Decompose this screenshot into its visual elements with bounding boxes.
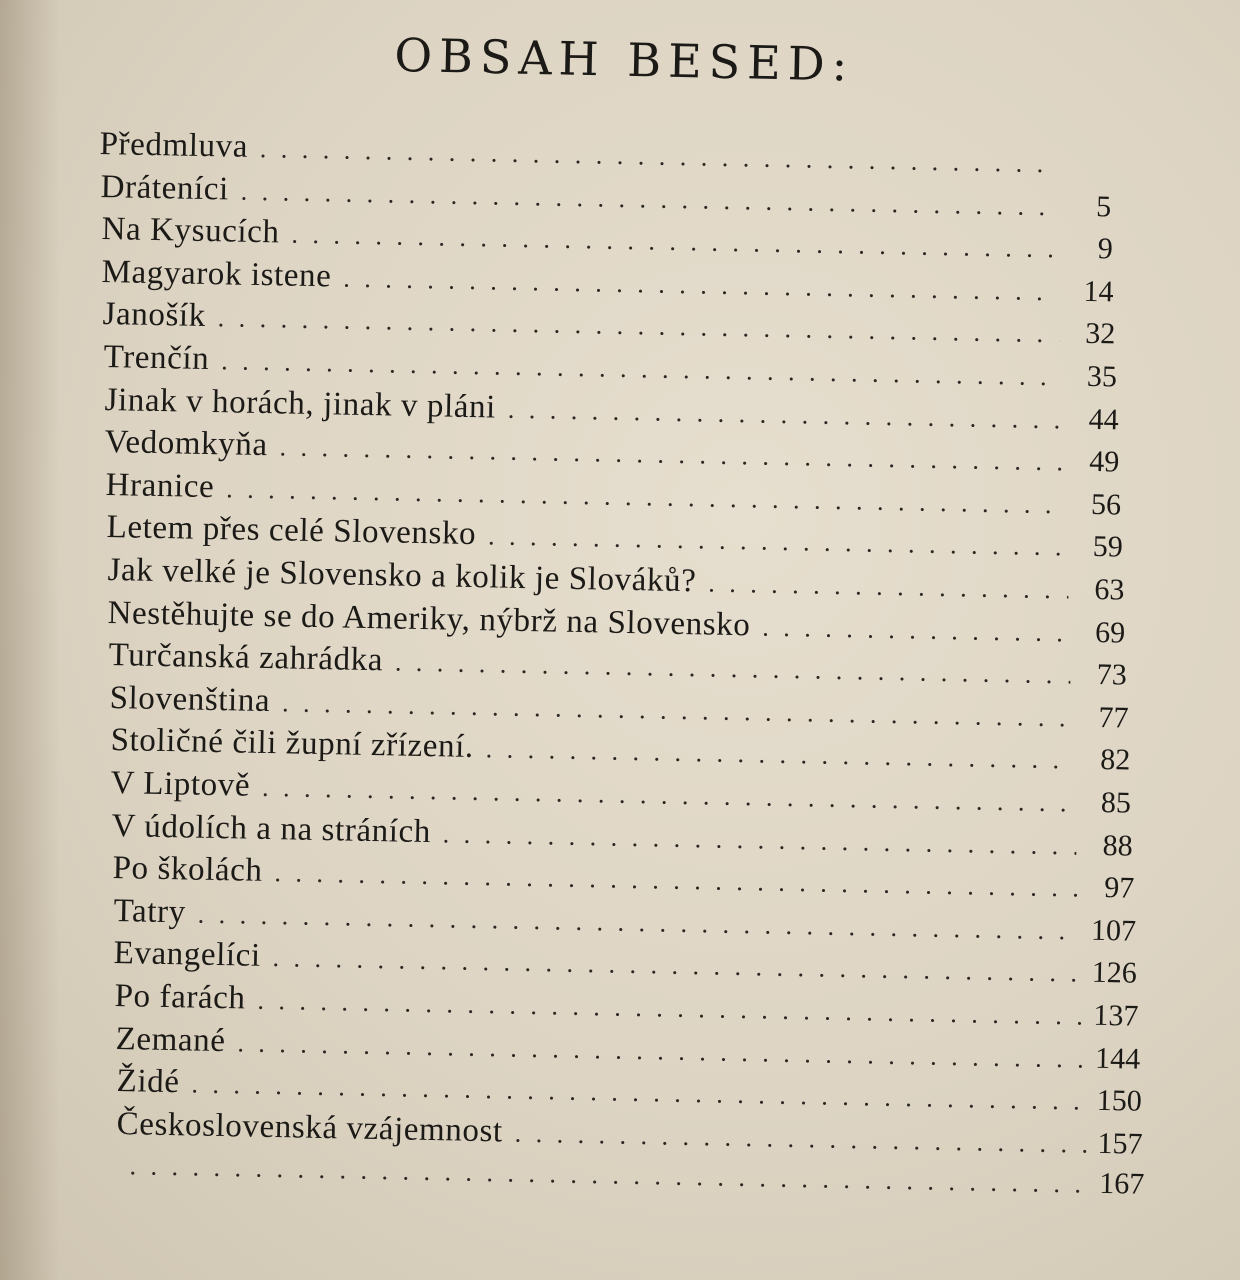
dot-leader <box>507 394 1062 435</box>
toc-entry-page-number: 59 <box>1092 530 1123 564</box>
toc-entry-page-number: 82 <box>1099 743 1131 777</box>
toc-entry-page-number: 14 <box>1083 274 1115 309</box>
toc-entry-title: Na Kysucích <box>100 211 280 251</box>
dot-leader <box>395 648 1071 691</box>
dot-leader <box>485 735 1074 776</box>
toc-entry-title: V údolích a na stráních <box>111 807 432 850</box>
toc-entry-title: Jak velké je Slovensko a kolik je Slováků? <box>106 552 697 600</box>
toc-entry-title: Tatry <box>112 892 186 931</box>
toc-entry-title: Trenčín <box>103 339 210 378</box>
toc-entry-page-number: 157 <box>1097 1126 1144 1161</box>
page-title: OBSAH BESED: <box>393 28 855 92</box>
dot-leader <box>515 1118 1087 1159</box>
dot-leader <box>343 263 1058 307</box>
toc-entry-page-number: 107 <box>1090 913 1136 948</box>
toc-entry-title: Stoličné čili župní zřízení. <box>109 722 474 766</box>
toc-entry-page-number: 63 <box>1093 572 1125 607</box>
dot-leader <box>280 433 1064 478</box>
toc-entry-page-number: 9 <box>1097 232 1113 266</box>
dot-leader <box>488 522 1067 563</box>
toc-entry-page-number: 144 <box>1094 1041 1141 1076</box>
toc-entry-title: Po školách <box>112 850 263 890</box>
toc-entry-page-number: 44 <box>1087 402 1119 437</box>
toc-entry-title: Zemané <box>115 1020 226 1059</box>
toc-entry-title: Letem přes celé Slovensko <box>106 509 477 553</box>
toc-entry-page-number: 32 <box>1084 317 1116 351</box>
dot-leader <box>273 943 1082 989</box>
toc-entry-title: Československá vzájemnost <box>116 1105 504 1150</box>
toc-entry-page-number: 126 <box>1091 956 1138 991</box>
toc-entry-page-number: 77 <box>1097 700 1129 735</box>
dot-leader <box>291 220 1057 265</box>
toc-entry-page-number: 73 <box>1096 658 1128 692</box>
toc-entry-page-number: 150 <box>1096 1084 1142 1118</box>
toc-entry-page-number <box>1063 173 1109 174</box>
toc-entry-page-number: 97 <box>1103 871 1135 905</box>
toc-entry-page-number: 5 <box>1095 189 1112 223</box>
toc-entry-title: Předmluva <box>99 126 249 165</box>
toc-entry-title: Židé <box>115 1063 180 1101</box>
toc-entry-title: Turčanská zahrádka <box>108 637 384 679</box>
toc-entry-title: Po farách <box>114 978 246 1017</box>
toc-entry-title: Magyarok istene <box>101 253 333 295</box>
toc-entry-title: V Liptově <box>110 765 251 804</box>
toc-entry-title: Slovenština <box>109 679 271 719</box>
toc-entry-page-number: 35 <box>1086 359 1118 394</box>
toc-entry-title: Jinak v horách, jinak v pláni <box>103 381 496 426</box>
toc-entry-page-number: 56 <box>1090 487 1122 522</box>
dot-leader <box>708 569 1069 606</box>
toc-entry-title: Dráteníci <box>100 168 229 208</box>
toc-entry-page-number: 137 <box>1093 998 1139 1033</box>
toc-entry-title: Janošík <box>102 296 207 335</box>
toc-entry-page-number: 167 <box>1098 1167 1145 1202</box>
toc-entry-title: Vedomkyňa <box>104 424 269 464</box>
toc-entry-title: Hranice <box>105 466 215 505</box>
toc-entry-page-number: 88 <box>1102 828 1133 863</box>
toc-entry-page-number: 69 <box>1095 615 1126 650</box>
dot-leader <box>260 134 1054 179</box>
toc-entry-title: Evangelíci <box>113 935 262 975</box>
dot-leader <box>443 819 1077 861</box>
toc-entry-title: Nestěhujte se do Ameriky, nýbrž na Slovensko <box>107 594 752 643</box>
toc-entry-page-number: 49 <box>1089 445 1120 479</box>
toc-entry-page-number: 85 <box>1100 786 1132 820</box>
dot-leader <box>762 612 1069 648</box>
